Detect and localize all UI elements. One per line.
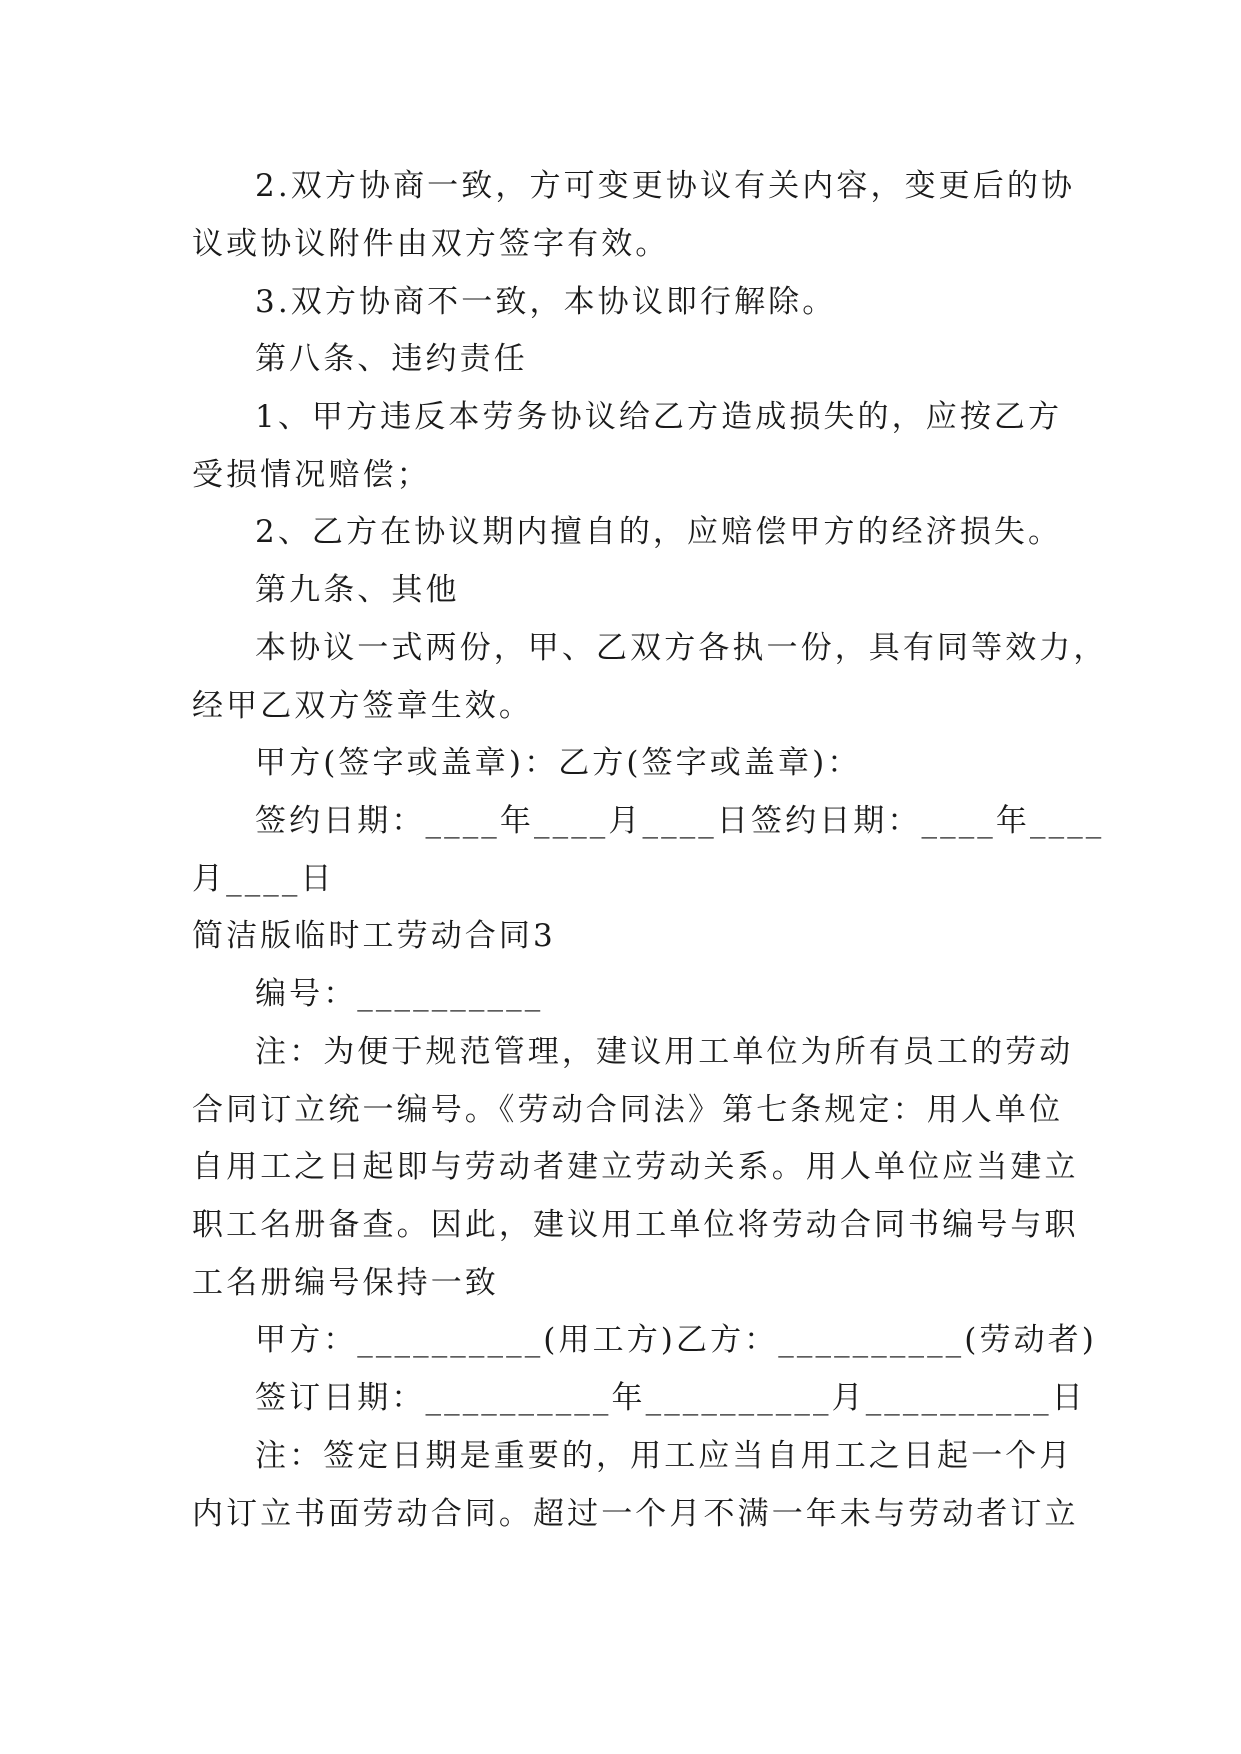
text-line: 2、乙方在协议期内擅自的，应赔偿甲方的经济损失。 <box>255 514 1063 550</box>
text-line: 本协议一式两份，甲、乙双方各执一份，具有同等效力， <box>255 630 1108 666</box>
section-heading: 第八条、违约责任 <box>255 341 528 377</box>
note-line: 内订立书面劳动合同。超过一个月不满一年未与劳动者订立 <box>192 1496 1079 1532</box>
text-line: 2.双方协商一致，方可变更协议有关内容，变更后的协 <box>255 168 1076 204</box>
parties-line: 甲方：__________(用工方)乙方：__________(劳动者) <box>255 1322 1097 1358</box>
section-heading: 第九条、其他 <box>255 572 460 608</box>
text-line: 1、甲方违反本劳务协议给乙方造成损失的，应按乙方 <box>255 399 1063 435</box>
note-line: 工名册编号保持一致 <box>192 1265 499 1301</box>
date-line: 签约日期：____年____月____日签约日期：____年____ <box>255 803 1105 839</box>
text-line: 经甲乙双方签章生效。 <box>192 688 533 724</box>
document-title: 简洁版临时工劳动合同3 <box>192 918 556 954</box>
date-line: 签订日期：__________年__________月__________日 <box>255 1380 1086 1416</box>
note-line: 注：为便于规范管理，建议用工单位为所有员工的劳动 <box>255 1034 1074 1070</box>
note-line: 注：签定日期是重要的，用工应当自用工之日起一个月 <box>255 1438 1074 1474</box>
text-line: 受损情况赔偿； <box>192 457 431 493</box>
note-line: 合同订立统一编号。《劳动合同法》第七条规定：用人单位 <box>192 1092 1064 1128</box>
note-line: 职工名册备查。因此，建议用工单位将劳动合同书编号与职 <box>192 1207 1079 1243</box>
note-line: 自用工之日起即与劳动者建立劳动关系。用人单位应当建立 <box>192 1149 1079 1185</box>
date-line: 月____日 <box>192 861 335 897</box>
text-line: 议或协议附件由双方签字有效。 <box>192 226 670 262</box>
signature-line: 甲方(签字或盖章)：乙方(签字或盖章)： <box>255 745 862 781</box>
text-line: 3.双方协商不一致，本协议即行解除。 <box>255 284 837 320</box>
number-field-line: 编号：__________ <box>255 976 544 1012</box>
